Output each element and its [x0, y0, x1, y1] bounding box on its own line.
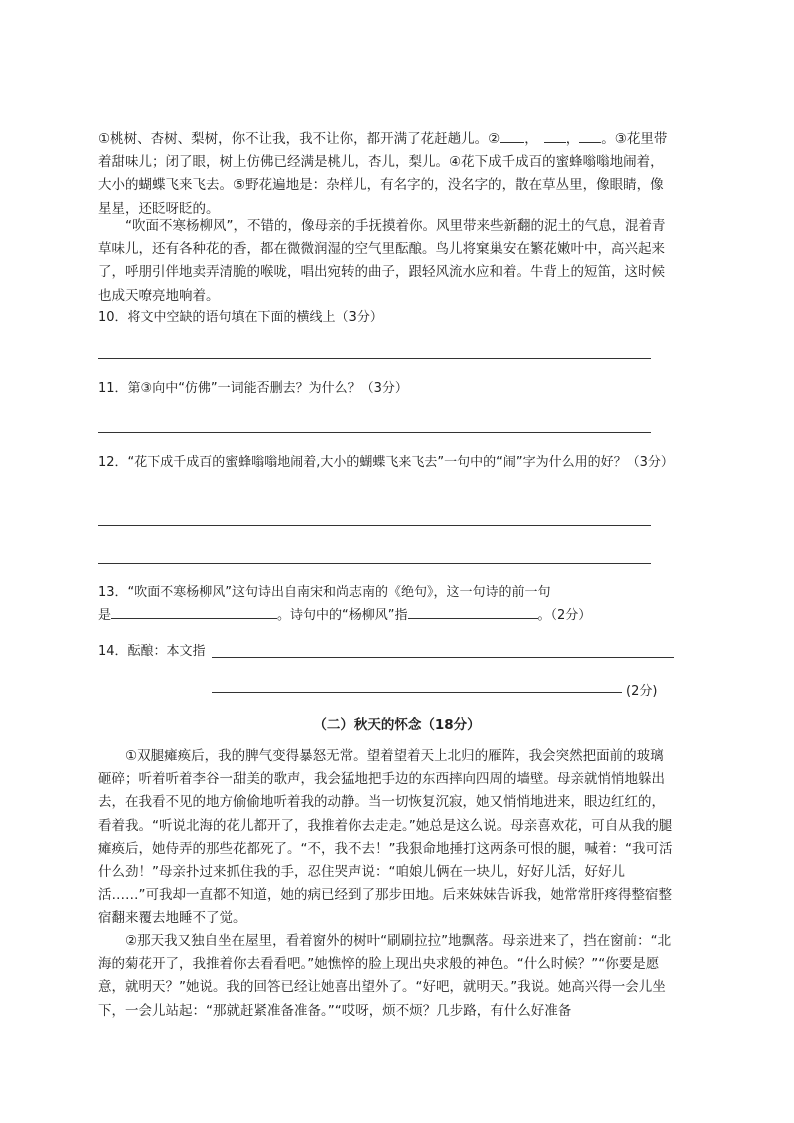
question-12: 12．“花下成千成百的蜜蜂嗡嗡地闹着,大小的蝴蝶飞来飞去”一句中的“闹”字为什么用的好？（3分） [98, 455, 674, 470]
passage1-paragraph2: “吹面不寒杨柳风”，不错的，像母亲的手抚摸着你。风里带来些新翻的泥土的气息，混着青草味儿，还有各种花的香，都在微微润湿的空气里酝酿。鸟儿将窠巢安在繁花嫩叶中，高兴起来了，呼朋引伴地卖弄清脆的喉咙，唱出宛转的曲子，跟轻风流水应和着。牛背上的短笛，这时候也成天嘹亮地响着。 [98, 218, 666, 304]
section2-title: （二）秋天的怀念（18分） [313, 717, 481, 733]
passage1-paragraph1: ①桃树、杏树、梨树，你不让我，我不让你，都开满了花赶趟儿。② ， ， 。③花里带着甜味儿；闭了眼，树上仿佛已经满是桃儿，杏儿，梨儿。④花下成千成百的蜜蜂嗡嗡地闹着，大小的蝴蝶飞来飞去。⑤野花遍地是：杂样儿，有名字的，没名字的，散在草丛里，像眼睛，像星星，还眨呀眨的。 [98, 128, 674, 221]
answer-line-12a[interactable] [98, 525, 651, 526]
answer-blank-13a[interactable] [111, 604, 277, 619]
answer-line-10[interactable] [98, 358, 651, 359]
question-10: 10．将文中空缺的语句填在下面的横线上（3分） [98, 310, 383, 325]
answer-line-11[interactable] [98, 432, 651, 433]
question-11: 11．第③向中“仿佛”一词能否删去？为什么？（3分） [98, 381, 408, 396]
question-13: 13．“吹面不寒杨柳风”这句诗出自南宋和尚志南的《绝句》，这一句诗的前一句 是 。诗句中的“杨柳风”指 。（2分） [98, 585, 592, 623]
section2-paragraph2: ②那天我又独自坐在屋里，看着窗外的树叶“刷刷拉拉”地飘落。母亲进来了，挡在窗前：“北海的菊花开了，我推着你去看看吧。”她憔悴的脸上现出央求般的神色。“什么时候？”“你要是愿意，就明天？”她说。我的回答已经让她喜出望外了。“好吧，就明天。”我说。她高兴得一会儿坐下，一会儿站起：“那就赶紧准备准备。”“哎呀，烦不烦？几步路，有什么好准备 [98, 933, 672, 1019]
answer-blank-13b[interactable] [408, 604, 538, 619]
question-14: 14．酝酿：本文指 [98, 644, 206, 659]
answer-line-12b[interactable] [98, 563, 651, 564]
section2-paragraph1: ①双腿瘫痪后，我的脾气变得暴怒无常。望着望着天上北归的雁阵，我会突然把面前的玻璃砸碎；听着听着李谷一甜美的歌声，我会猛地把手边的东西摔向四周的墙壁。母亲就悄悄地躲出去，在我看不见的地方偷偷地听着我的动静。当一切恢复沉寂，她又悄悄地进来，眼边红红的，看着我。“听说北海的花儿都开了，我推着你去走走。”她总是这么说。母亲喜欢花，可自从我的腿瘫痪后，她侍弄的那些花都死了。“不，我不去！”我狠命地捶打这两条可恨的腿，喊着：“我可活什么劲！”母亲扑过来抓住我的手，忍住哭声说：“咱娘儿俩在一块儿，好好儿活，好好儿活……”可我却一直都不知道，她的病已经到了那步田地。后来妹妹告诉我，她常常肝疼得整宿整宿翻来覆去地睡不了觉。 [98, 748, 673, 927]
answer-line-14a[interactable] [212, 657, 674, 658]
blank-2[interactable] [544, 128, 566, 143]
blank-3[interactable] [579, 128, 601, 143]
answer-line-14b[interactable] [212, 692, 622, 693]
question-14-score: (2分) [626, 684, 658, 699]
blank-1[interactable] [500, 128, 524, 143]
